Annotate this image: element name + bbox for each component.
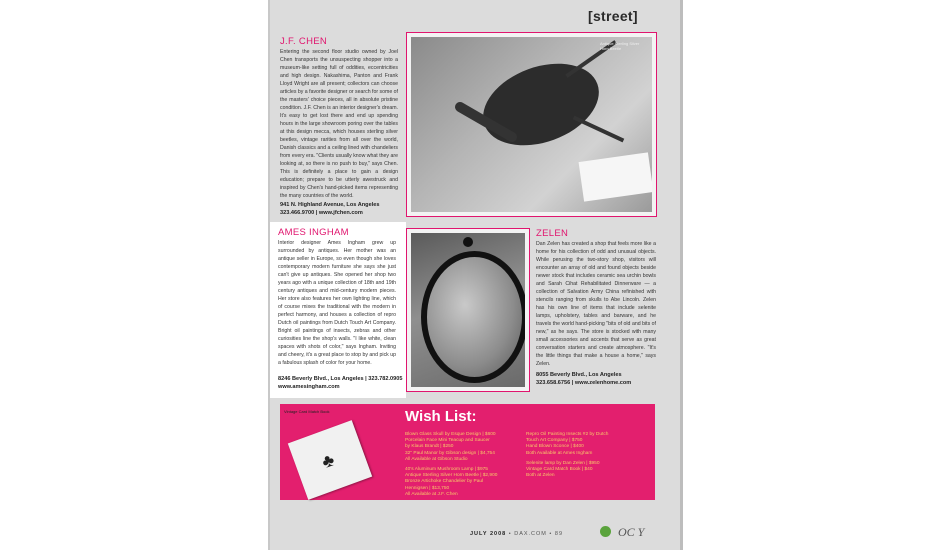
- wish-item: Hand Blown Sconce | $400: [526, 444, 584, 450]
- zelen-contact: 323.658.6756 | www.zelenhome.com: [536, 380, 632, 386]
- mirror-knob: [463, 237, 473, 247]
- jfchen-heading: J.F. CHEN: [280, 36, 328, 47]
- footer-site: DAX.COM: [514, 531, 547, 537]
- footer-separator: •: [549, 531, 555, 537]
- wish-item: 40's Aluminum Mushroom Lamp | $975: [405, 467, 488, 473]
- footer-separator: •: [508, 531, 515, 537]
- mirror-photo-image: [411, 233, 525, 387]
- wish-item: Touch Art Company | $750: [526, 438, 583, 444]
- zelen-address: 8055 Beverly Blvd., Los Angeles: [536, 372, 622, 378]
- zelen-body: Dan Zelen has created a shop that feels more like a home for his collection of odd and unusual objects. While perusing the two-story shop, visitors will encounter an array of old and found objects beside newer stock that includes ceramic sea urchin bowls and Sarah Cihat Rehabilitated Dinnerware — a collection of Salvation Army China refinished with stencils ranging from skulls to Abe Lincoln. Zelen has his own line of items that include selenite lamps, upholstery, tables and barware, and he travels the world hand-picking "bits of old and bits of new," as he says. The store is stocked with many small accessories and accents that serve as great conversation starters and create atmosphere. "It's the little things that make a house a home," says Zelen.: [536, 241, 656, 367]
- wish-item: Vintage Card Match Book | $40: [526, 467, 593, 473]
- ames-heading: AMES INGHAM: [278, 227, 349, 238]
- wish-item: by Klaus Brandt | $250: [405, 444, 454, 450]
- ames-body: Interior designer Ames Ingham grew up surrounded by antiques. Her mother was an antique seller in Europe, so even though she loves contemporary modern furniture she says she just can't give up antiques. She opened her shop two years ago with a unique collection of 18th and 19th century antiques and mid-century modern pieces. Her store also features her own lighting line, which of course mixes the traditional with the modern in perfect harmony, and houses a collection of repro Dutch oil paintings from Dutch Touch Art Company. Bright oil paintings of insects, zebras and other curiosities line the shop's walls. "I like white, clean spaces with shots of color," says Ingham. Inviting and cheery, it's a great place to stop by and pick up a fabulous splash of color for your home.: [278, 240, 396, 366]
- wish-item: 32" Paul Manor by Gibson design | $4,754: [405, 450, 495, 456]
- wish-item: Both Available at Ames Ingham: [526, 450, 593, 456]
- wish-photo-caption: Vintage Card Match Book: [284, 409, 330, 414]
- beetle-shape: [472, 49, 610, 161]
- wish-group: [526, 432, 646, 457]
- ames-address: 8246 Beverly Blvd., Los Angeles | 323.782.0905: [278, 376, 403, 382]
- footer-logo: OC Y: [618, 525, 645, 539]
- mirror-photo: [406, 228, 530, 392]
- wish-group: [526, 461, 646, 480]
- wish-item: Blown Glass Skull by Esque Design | $600: [405, 432, 496, 437]
- wish-item: Porcelain Face Mini Teacup and Saucer: [405, 438, 490, 444]
- footer-page-number: 89: [554, 531, 564, 537]
- wish-group: [405, 467, 523, 498]
- mirror-shape: [421, 251, 525, 383]
- beetle-photo-image: [411, 37, 652, 212]
- zelen-heading: ZELEN: [536, 228, 569, 239]
- wish-list-column-1: [405, 432, 523, 502]
- wish-item: Antique Sterling Silver Horn Beetle | $2,900: [405, 473, 498, 479]
- wish-group: [405, 432, 523, 463]
- wish-item: Both at Zelen: [526, 473, 555, 479]
- section-tag: [street]: [588, 8, 638, 24]
- beetle-leg: [573, 116, 625, 143]
- wish-list-title: Wish List:: [405, 408, 477, 425]
- recycle-leaf-icon: [600, 526, 611, 537]
- club-icon: ♣: [319, 449, 338, 473]
- wish-item: Selenite lamp by Dan Zelen | $950: [526, 460, 600, 466]
- wish-item: Hennigsen | $13,750: [405, 485, 450, 491]
- match-book-card: [288, 420, 372, 500]
- wish-item: Bronze Artichoke Chandelier by Paul: [405, 479, 484, 485]
- wish-list-column-2: [526, 432, 646, 483]
- ames-contact: www.amesingham.com: [278, 384, 340, 390]
- footer-date: JULY 2008: [470, 531, 507, 537]
- wish-item: All Available at J.F. Chen: [405, 491, 458, 497]
- wish-item: Repro Oil Painting Insects #2 by Dutch: [526, 432, 609, 437]
- page-edge: [680, 0, 683, 550]
- beetle-photo: [406, 32, 657, 217]
- jfchen-body: Entering the second floor studio owned by Joel Chen transports the unsuspecting shopper into a museum-like setting full of oddities, eccentricities and high design. Nakashima, Panton and Frank Lloyd Wright are all present; collectors can choose articles by a favorite designer or search for some of the masters' choice pieces, all in absolute pristine condition. J.F. Chen is an interior designer's dream. It's easy to get lost there and end up spending hours in the large showroom poring over the tables at this design mecca, which houses sterling silver beetles, vintage rarities from all over the world, Danish classics and a ceiling lined with chandeliers from every era. "Clients usually know what they are looking at, so there is no push to buy," says Chen. This is definitely a place to gain a design education; prepare to be utterly awestruck and inspired by Chen's hand-picked items representing the many countries of the world.: [280, 49, 398, 199]
- jfchen-address: 941 N. Highland Avenue, Los Angeles: [280, 202, 380, 208]
- beetle-photo-caption: Antique Sterling Silver Horn Beetle: [600, 41, 640, 51]
- page-footer: [470, 531, 563, 537]
- price-card: [579, 152, 652, 201]
- wish-photo: [280, 404, 395, 500]
- jfchen-contact: 323.466.9700 | www.jfchen.com: [280, 210, 363, 216]
- wish-item: All Available at Gibson Studio: [405, 456, 468, 462]
